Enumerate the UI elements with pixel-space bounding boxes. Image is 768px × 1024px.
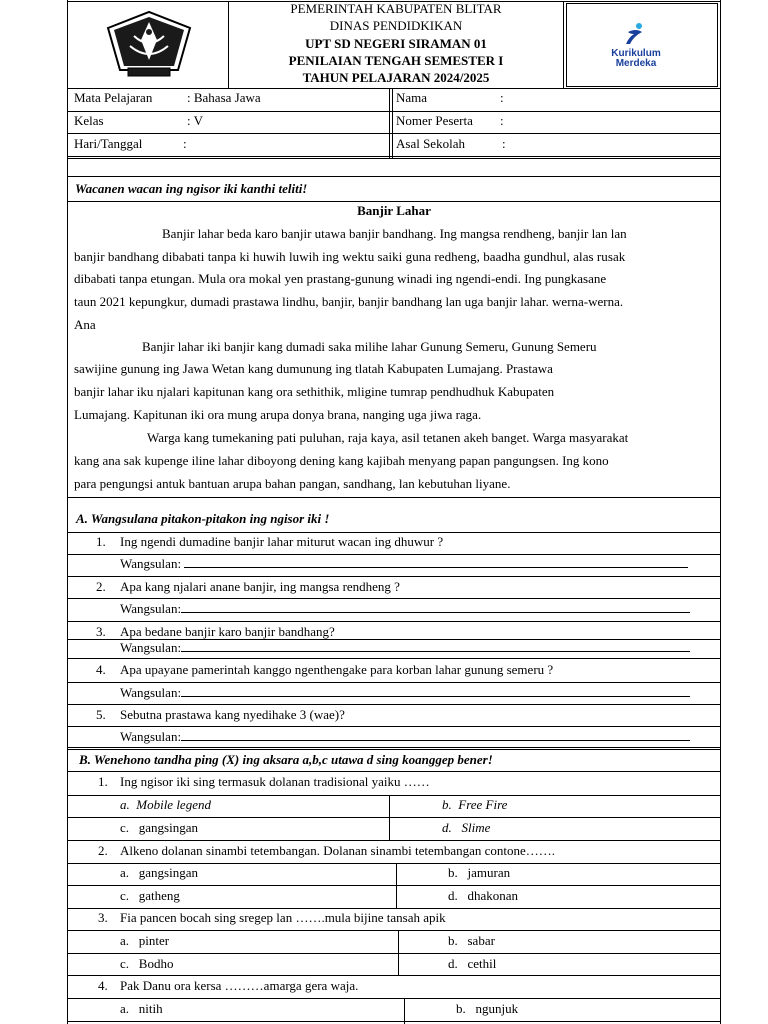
b3-option-d[interactable]: d. cethil [448,956,497,971]
b1-option-a[interactable]: a. Mobile legend [120,797,211,812]
subject-value: : Bahasa Jawa [187,90,261,105]
p1-line-5: Ana [74,317,96,332]
b1-option-d[interactable]: d. Slime [442,820,491,835]
a-question-1-text: Ing ngendi dumadine banjir lahar miturut wacan ing dhuwur ? [120,534,444,549]
a-answer-1[interactable]: Wangsulan: [120,556,688,572]
a-question-1-num: 1. [96,534,106,549]
header-line-1: PEMERINTAH KABUPATEN BLITAR [290,1,502,16]
header-line-2: DINAS PENDIDKIKAN [329,18,463,33]
a-answer-3[interactable]: Wangsulan: [120,640,690,656]
b1-option-c[interactable]: c. gangsingan [120,820,198,835]
p3-line-3: para pengungsi antuk bantuan arupa bahan pangan, sandhang, lan kebutuhan liyane. [74,476,511,491]
b-question-4-text: Pak Danu ora kersa ………amarga gera waja. [120,978,359,993]
school-value[interactable]: : [502,136,506,151]
participant-number-value[interactable]: : [500,113,504,128]
p2-line-2: sawijine gunung ing Jawa Wetan kang dumunung ing tlatah Kabupaten Lumajang. Prastawa [74,361,553,376]
p2-line-4: Lumajang. Kapitunan iki ora mung arupa donya brana, nanging uga jiwa raga. [74,407,482,422]
header-line-5: TAHUN PELAJARAN 2024/2025 [302,70,490,85]
b2-option-a[interactable]: a. gangsingan [120,865,198,880]
b1-option-b[interactable]: b. Free Fire [442,797,508,812]
b3-option-c[interactable]: c. Bodho [120,956,174,971]
a-answer-5[interactable]: Wangsulan: [120,729,690,745]
date-label: Hari/Tanggal [74,136,143,151]
b-question-2-text: Alkeno dolanan sinambi tetembangan. Dolanan sinambi tetembangan contone……. [120,843,556,858]
name-label: Nama [396,90,428,105]
participant-number-label: Nomer Peserta [396,113,473,128]
p1-line-1: Banjir lahar beda karo banjir utawa banjir bandhang. Ing mangsa rendheng, banjir lan lan [162,226,627,241]
header-line-4: PENILAIAN TENGAH SEMESTER I [288,53,504,68]
logo-text-line-1: Kurikulum [611,48,661,59]
section-b-heading: B. Wenehono tandha ping (X) ing aksara a,b,c utawa d sing koanggep bener! [79,752,493,767]
b2-option-d[interactable]: d. dhakonan [448,888,519,903]
p2-line-1: Banjir lahar iki banjir kang dumadi saka milihe lahar Gunung Semeru, Gunung Semeru [142,339,597,354]
a-question-2-text: Apa kang njalari anane banjir, ing mangsa rendheng ? [120,579,400,594]
kurikulum-merdeka-logo-icon [620,22,650,48]
p3-line-2: kang ana sak kupenge iline lahar diboyong dening kang kajibah menyang papan pangungsen. Ing kono [74,453,609,468]
section-a-heading: A. Wangsulana pitakon-pitakon ing ngisor iki ! [76,511,330,526]
b2-option-c[interactable]: c. gatheng [120,888,180,903]
a-question-4-num: 4. [96,662,106,677]
date-value: : [183,136,187,151]
page-border-left [67,0,68,1024]
blitar-emblem-icon [104,10,194,78]
b3-option-b[interactable]: b. sabar [448,933,495,948]
b-question-4-num: 4. [98,978,108,993]
header-line-3: UPT SD NEGERI SIRAMAN 01 [305,36,487,51]
p1-line-3: dibabati tanpa etungan. Mula ora mokal yen prastang-gunung winadi ing ngendi-endi. Ing pungkasane [74,271,607,286]
p2-line-3: banjir lahar iku njalari kapitunan kang ora sethithik, mligine tumrap pendhudhuk Kabupaten [74,384,555,399]
page-border-right [720,0,721,1024]
a-question-5-num: 5. [96,707,106,722]
reading-title: Banjir Lahar [357,203,431,218]
class-label: Kelas [74,113,104,128]
a-answer-2[interactable]: Wangsulan: [120,601,690,617]
a-question-5-text: Sebutna prastawa kang nyedihake 3 (wae)? [120,707,345,722]
b-question-2-num: 2. [98,843,108,858]
class-value: : V [187,113,204,128]
b3-option-a[interactable]: a. pinter [120,933,170,948]
b4-option-a[interactable]: a. nitih [120,1001,163,1016]
b4-option-b[interactable]: b. ngunjuk [456,1001,519,1016]
b-question-1-text: Ing ngisor iki sing termasuk dolanan tradisional yaiku …… [120,774,430,789]
a-question-3-num: 3. [96,624,106,639]
a-question-4-text: Apa upayane pamerintah kanggo ngenthengake para korban lahar gunung semeru ? [120,662,554,677]
reading-instruction: Wacanen wacan ing ngisor iki kanthi teliti! [75,181,308,196]
p1-line-2: banjir bandhang dibabati tanpa ki huwih luwih ing wektu saiki guna redheng, baadha gundhul, alas rusak [74,249,626,264]
a-question-3-text: Apa bedane banjir karo banjir bandhang? [120,624,335,639]
b-question-3-text: Fia pancen bocah sing sregep lan …….mula bijine tansah apik [120,910,446,925]
p1-line-4: taun 2021 kepungkur, dumadi prastawa lindhu, banjir, banjir bandhang lan uga banjir lahar. werna-werna. [74,294,624,309]
b-question-1-num: 1. [98,774,108,789]
name-value[interactable]: : [500,90,504,105]
header-bottom-border [67,88,721,89]
p3-line-1: Warga kang tumekaning pati puluhan, raja kaya, asil tetanen akeh banget. Warga masyarakat [147,430,629,445]
a-question-2-num: 2. [96,579,106,594]
subject-label: Mata Pelajaran [74,90,153,105]
a-answer-4[interactable]: Wangsulan: [120,685,690,701]
school-label: Asal Sekolah [396,136,465,151]
b2-option-b[interactable]: b. jamuran [448,865,511,880]
logo-text-line-2: Merdeka [615,58,657,69]
b-question-3-num: 3. [98,910,108,925]
